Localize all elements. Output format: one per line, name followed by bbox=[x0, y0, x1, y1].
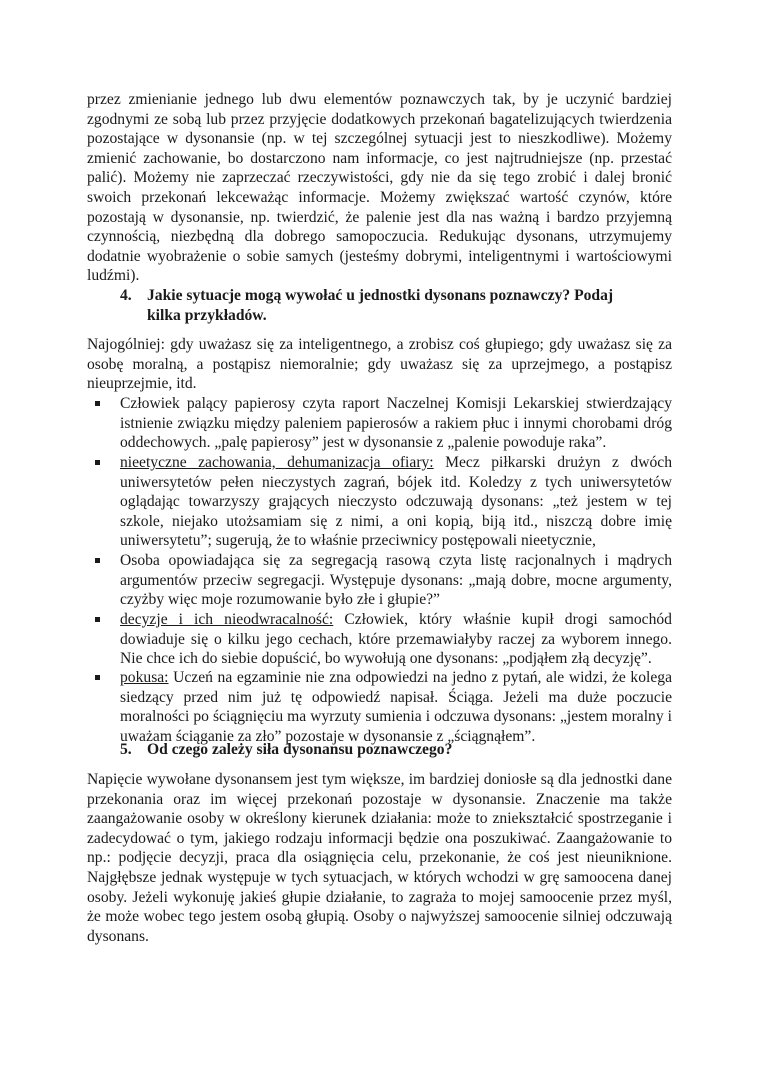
question-title: Jakie sytuacje mogą wywołać u jednostki dysonans poznawczy? Podaj kilka przykładów. bbox=[147, 287, 614, 324]
bullet-text: Osoba opowiadająca się za segregacją rasową czyta listę racjonalnych i mądrych argumentów przeciw segregacji. Występuje dysonans: „mają dobre, mocne argumenty, czyżby więc moje rozumowanie było złe i głupie?” bbox=[120, 552, 672, 609]
list-item bbox=[120, 551, 672, 610]
bullet-text: Człowiek palący papierosy czyta raport Naczelnej Komisji Lekarskiej stwierdzający istnienie związku między paleniem papierosów a rakiem płuc i innymi chorobami dróg oddechowych. „palę papierosy” jest w dysonansie z „palenie powoduje raka”. bbox=[120, 395, 672, 452]
question-title: Od czego zależy siła dysonansu poznawczego? bbox=[147, 741, 453, 758]
bullet-label: pokusa: bbox=[120, 669, 169, 686]
list-item bbox=[120, 668, 672, 746]
question-5-answer: Napięcie wywołane dysonansem jest tym większe, im bardziej doniosłe są dla jednostki dane przekonania oraz im więcej przekonań pozostaje w dysonansie. Znaczenie ma także zaangażowanie osoby w określony kierunek działania: może to zniekształcić spostrzeganie i zadecydować o tym, jakiego rodzaju informacji będzie ona poszukiwać. Zaangażowanie to np.: podjęcie decyzji, praca dla osiągnięcia celu, przekonanie, że coś jest nieuniknione. Najgłębsze jednak występuje w tych sytuacjach, w których wchodzi w grę samoocena danej osoby. Jeżeli wykonuję jakieś głupie działanie, to zagraża to mojej samoocenie przez myśl, że może wobec tego jestem osobą głupią. Osoby o najwyższej samoocenie silniej odczuwają dysonans. bbox=[87, 771, 672, 945]
bullet-icon bbox=[95, 401, 100, 406]
bullet-label: decyzje i ich nieodwracalność: bbox=[120, 611, 334, 628]
list-item bbox=[120, 610, 672, 669]
bullet-icon bbox=[95, 558, 100, 563]
bullet-text: Człowiek, który właśnie kupił drogi samochód dowiaduje się o kilku jego cechach, które przemawiałyby raczej za wyborem innego. Nie chce ich do siebie dopuścić, bo wywołują one dysonans: „podjąłem złą decyzję”. bbox=[120, 611, 672, 668]
question-number: 4. bbox=[120, 287, 132, 304]
question-4-heading bbox=[120, 286, 640, 325]
bullet-icon bbox=[95, 675, 100, 680]
list-item bbox=[120, 394, 672, 453]
bullet-text: Mecz piłkarski drużyn z dwóch uniwersytetów pełen nieczystych zagrań, bójek itd. Koledzy z tych uniwersytetów oglądając towarzyszy grających nieczysto odczuwają dysonans: „też jestem w tej szkole, niejako utożsamiam się z nimi, a oni kopią, biją itd., niszczą dobre imię uniwersytetu”; sugerują, że to właśnie przeciwnicy postępowali nieetycznie, bbox=[120, 454, 672, 550]
bullet-label: nieetyczne zachowania, dehumanizacja ofiary: bbox=[120, 454, 434, 471]
bullet-icon bbox=[95, 617, 100, 622]
intro-paragraph: przez zmienianie jednego lub dwu elementów poznawczych tak, by je uczynić bardziej zgodnymi ze sobą lub przez przyjęcie dodatkowych przekonań bagatelizujących twierdzenia pozostające w dysonansie (np. w tej szczególnej sytuacji jest to nieszkodliwe). Możemy zmienić zachowanie, bo dostarczono nam informacje, co jest najtrudniejsze (np. przestać palić). Możemy nie zaprzeczać rzeczywistości, gdy nie da się tego zrobić i dalej bronić swoich przekonań lekceważąc informacje. Możemy zwiększać wartość czynów, które pozostają w dysonansie, np. twierdzić, że palenie jest dla nas ważną i bardzo przyjemną czynnością, niezbędną dla dobrego samopoczucia. Redukując dysonans, utrzymujemy dodatnie wyobrażenie o sobie samych (jesteśmy dobrymi, inteligentnymi i wartościowymi ludźmi). bbox=[87, 91, 672, 285]
list-item bbox=[120, 453, 672, 551]
question-5-heading bbox=[120, 740, 640, 760]
bullet-text: Uczeń na egzaminie nie zna odpowiedzi na jedno z pytań, ale widzi, że kolega siedzący przed nim już tę odpowiedź napisał. Ściąga. Jeżeli ma duże poczucie moralności po ściągnięciu ma wyrzuty sumienia i odczuwa dysonans: „jestem moralny i uważam ściąganie za zło” pozostaje w dysonansie z „ściągnąłem”. bbox=[120, 669, 672, 745]
question-number: 5. bbox=[120, 741, 132, 758]
bullet-icon bbox=[95, 460, 100, 465]
question-4-intro: Najogólniej: gdy uważasz się za inteligentnego, a zrobisz coś głupiego; gdy uważasz się za osobę moralną, a postąpisz niemoralnie; gdy uważasz się za uprzejmego, a postąpisz nieuprzejmie, itd. bbox=[87, 336, 672, 393]
